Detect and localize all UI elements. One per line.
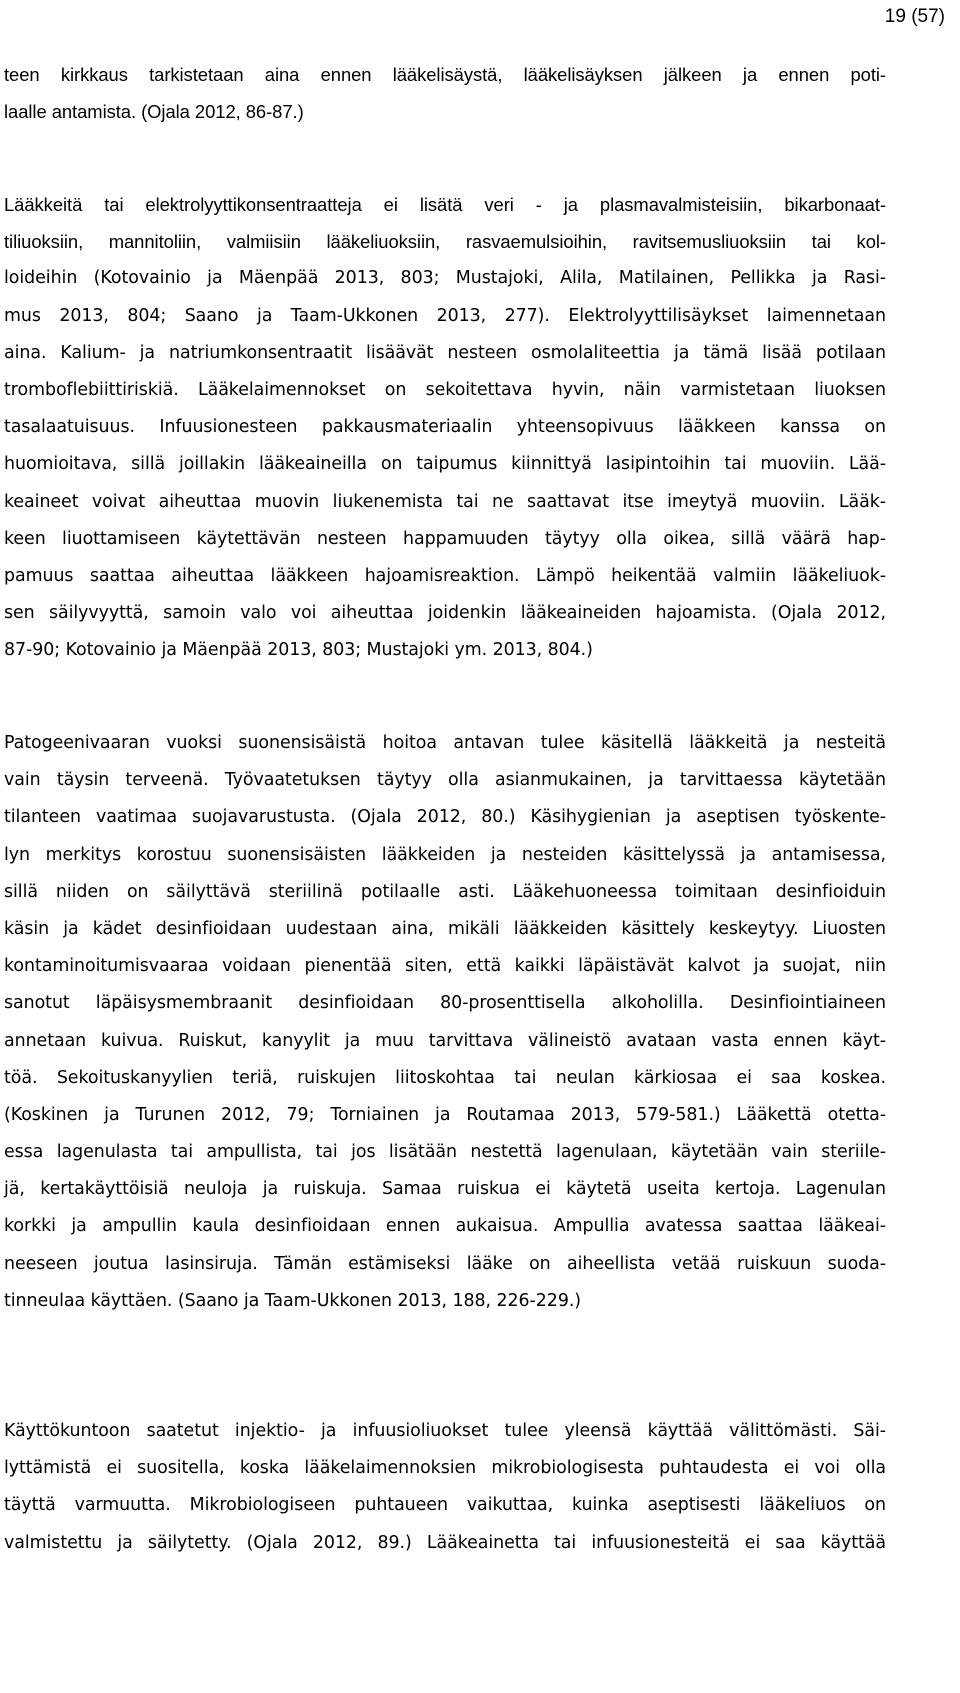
text-line: mus 2013, 804; Saano ja Taam-Ukkonen 2013, 277). Elektrolyyttilisäykset laimennetaan: [4, 305, 886, 326]
text-line: sillä niiden on säilyttävä steriilinä potilaalle asti. Lääkehuoneessa toimitaan desinfioiduin: [4, 881, 886, 902]
text-line: 87-90; Kotovainio ja Mäenpää 2013, 803; Mustajoki ym. 2013, 804.): [4, 640, 593, 661]
text-line: Patogeenivaaran vuoksi suonensisäistä hoitoa antavan tulee käsitellä lääkkeitä ja nesteitä: [4, 733, 886, 753]
text-line: Käyttökuntoon saatetut injektio- ja infuusioliuokset tulee yleensä käyttää välittömästi. Säi-: [4, 1421, 886, 1441]
text-line: valmistettu ja säilytetty. (Ojala 2012, 89.) Lääkeainetta tai infuusionesteitä ei saa käyttää: [4, 1532, 886, 1553]
text-line: lyn merkitys korostuu suonensisäisten lääkkeiden ja nesteiden käsittelyssä ja antamisessa,: [4, 844, 886, 865]
text-line: aina. Kalium- ja natriumkonsentraatit lisäävät nesteen osmolaliteettia ja tämä lisää potilaan: [4, 342, 886, 363]
text-line: töä. Sekoituskanyylien teriä, ruiskujen liitoskohtaa tai neulan kärkiosaa ei saa koskea.: [4, 1067, 886, 1088]
paragraph-1: [4, 56, 886, 130]
text-line: laalle antamista. (Ojala 2012, 86-87.): [4, 101, 304, 123]
text-line: tasalaatuisuus. Infuusionesteen pakkausmateriaalin yhteensopivuus lääkkeen kanssa on: [4, 417, 886, 438]
text-line: essa lagenulasta tai ampullista, tai jos lisätään nestettä lagenulaan, käytetään vain steriile-: [4, 1142, 886, 1163]
text-line: korkki ja ampullin kaula desinfioidaan ennen aukaisua. Ampullia avatessa saattaa lääkeai-: [4, 1216, 886, 1237]
text-line: (Koskinen ja Turunen 2012, 79; Torniainen ja Routamaa 2013, 579-581.) Lääkettä otetta-: [4, 1104, 886, 1125]
paragraph-4: [4, 1413, 886, 1562]
text-line: jä, kertakäyttöisiä neuloja ja ruiskuja. Samaa ruiskua ei käytetä useita kertoja. Lagenulan: [4, 1179, 886, 1200]
text-line: keaineet voivat aiheuttaa muovin liukenemista tai ne saattavat itse imeytyä muoviin. Lääk-: [4, 491, 886, 512]
text-line: sen säilyvyyttä, samoin valo voi aiheuttaa joidenkin lääkeaineiden hajoamista. (Ojala 2012,: [4, 603, 886, 624]
text-line: vain täysin terveenä. Työvaatetuksen täytyy olla asianmukainen, ja tarvittaessa käytetään: [4, 770, 886, 791]
text-line: keen liuottamiseen käytettävän nesteen happamuuden täytyy olla oikea, sillä väärä hap-: [4, 528, 886, 549]
text-line: sanotut läpäisysmembraanit desinfioidaan 80-prosenttisella alkoholilla. Desinfiointiaineen: [4, 993, 886, 1014]
text-line: käsin ja kädet desinfioidaan uudestaan aina, mikäli lääkkeiden käsittely keskeytyy. Liuosten: [4, 918, 886, 939]
text-line: neeseen joutua lasinsiruja. Tämän estämiseksi lääke on aiheellista vetää ruiskuun suoda-: [4, 1253, 886, 1274]
text-line: tiliuoksiin, mannitoliin, valmiisiin lääkeliuoksiin, rasvaemulsioihin, ravitsemusliuoksiin tai kol-: [4, 231, 886, 253]
text-line: pamuus saattaa aiheuttaa lääkkeen hajoamisreaktion. Lämpö heikentää valmiin lääkeliuok-: [4, 565, 886, 586]
text-line: tilanteen vaatimaa suojavarustusta. (Ojala 2012, 80.) Käsihygienian ja aseptisen työskente-: [4, 807, 886, 828]
text-line: annetaan kuivua. Ruiskut, kanyylit ja muu tarvittava välineistö avataan vasta ennen käyt-: [4, 1030, 886, 1051]
text-line: huomioitava, sillä joillakin lääkeaineilla on taipumus kiinnittyä lasipintoihin tai muoviin. Lää-: [4, 454, 886, 475]
text-line: teen kirkkaus tarkistetaan aina ennen lääkelisäystä, lääkelisäyksen jälkeen ja ennen poti-: [4, 64, 886, 85]
text-line: täyttä varmuutta. Mikrobiologiseen puhtaueen vaikuttaa, kuinka aseptisesti lääkeliuos on: [4, 1495, 886, 1516]
paragraph-3: [4, 725, 886, 1320]
text-line: tromboflebiittiriskiä. Lääkelaimennokset on sekoitettava hyvin, näin varmistetaan liuoksen: [4, 379, 886, 400]
text-line: loideihin (Kotovainio ja Mäenpää 2013, 803; Mustajoki, Alila, Matilainen, Pellikka ja Rasi-: [4, 268, 886, 289]
text-line: lyttämistä ei suositella, koska lääkelaimennoksien mikrobiologisesta puhtaudesta ei voi olla: [4, 1458, 886, 1479]
page-number: 19 (57): [884, 6, 945, 27]
text-line: Lääkkeitä tai elektrolyyttikonsentraatteja ei lisätä veri - ja plasmavalmisteisiin, bikarbonaat-: [4, 194, 886, 215]
text-line: kontaminoitumisvaaraa voidaan pienentää siten, että kaikki läpäistävät kalvot ja suojat, niin: [4, 956, 886, 977]
text-line: tinneulaa käyttäen. (Saano ja Taam-Ukkonen 2013, 188, 226-229.): [4, 1290, 582, 1311]
paragraph-2: [4, 186, 886, 669]
